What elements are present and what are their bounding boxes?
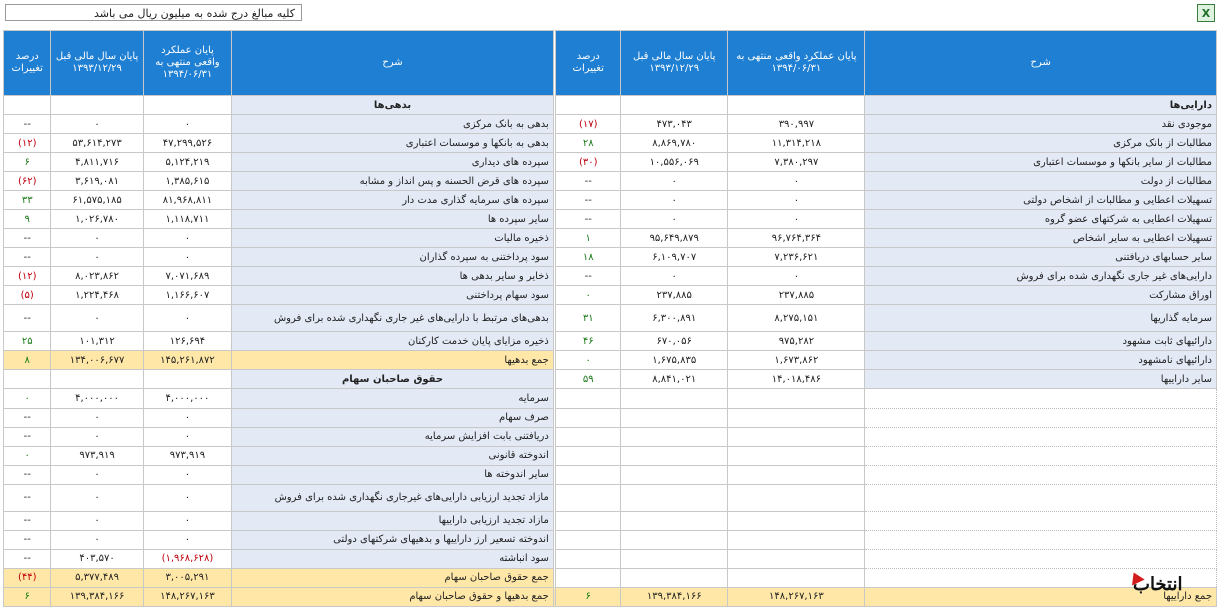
liab-desc-cell: حقوق صاحبان سهام <box>232 370 554 389</box>
liab-prev-cell: ۵,۳۷۷,۴۸۹ <box>51 568 143 587</box>
asset-pct-cell: -- <box>556 267 621 286</box>
asset-prev-cell <box>621 511 728 530</box>
liab-prev-cell: ۰ <box>51 465 143 484</box>
table-row <box>4 484 1217 511</box>
liab-desc-cell: سود پرداختنی به سپرده گذاران <box>232 248 554 267</box>
asset-desc-cell <box>865 530 1217 549</box>
liab-pct-cell: -- <box>4 511 51 530</box>
table-row <box>4 286 1217 305</box>
liab-prev-cell <box>51 96 143 115</box>
asset-actual-cell <box>728 389 865 408</box>
asset-desc-cell: دارائیهای ثابت مشهود <box>865 332 1217 351</box>
asset-prev-cell <box>621 96 728 115</box>
column-separator <box>553 568 555 587</box>
liab-actual-cell: (۱,۹۶۸,۶۲۸) <box>143 549 232 568</box>
asset-prev-cell: ۸,۸۴۱,۰۲۱ <box>621 370 728 389</box>
asset-pct-cell: ۱ <box>556 229 621 248</box>
liab-actual-cell: ۴۷,۲۹۹,۵۲۶ <box>143 134 232 153</box>
liab-pct-cell: -- <box>4 530 51 549</box>
liab-prev-cell: ۴۰۳,۵۷۰ <box>51 549 143 568</box>
column-separator <box>553 96 555 115</box>
table-row <box>4 511 1217 530</box>
asset-prev-cell <box>621 465 728 484</box>
column-separator <box>553 587 555 606</box>
table-row <box>4 549 1217 568</box>
asset-prev-cell: ۹۵,۶۴۹,۸۷۹ <box>621 229 728 248</box>
column-separator <box>553 267 555 286</box>
liab-actual-cell: ۰ <box>143 305 232 332</box>
liab-pct-cell: ۲۵ <box>4 332 51 351</box>
asset-prev-cell: ۶,۱۰۹,۷۰۷ <box>621 248 728 267</box>
asset-pct-cell <box>556 549 621 568</box>
liab-actual-cell: ۱۴۸,۲۶۷,۱۶۳ <box>143 587 232 606</box>
table-row <box>4 587 1217 606</box>
liab-actual-cell: ۰ <box>143 511 232 530</box>
column-separator <box>553 465 555 484</box>
liab-prev-cell: ۰ <box>51 511 143 530</box>
table-body <box>4 96 1217 607</box>
liab-pct-cell: -- <box>4 549 51 568</box>
asset-desc-cell <box>865 389 1217 408</box>
asset-pct-cell <box>556 389 621 408</box>
asset-desc-cell: تسهیلات اعطایی به شرکتهای عضو گروه <box>865 210 1217 229</box>
asset-prev-cell: ۱۰,۵۵۶,۰۶۹ <box>621 153 728 172</box>
liab-pct-cell: -- <box>4 408 51 427</box>
asset-actual-cell: ۸,۲۷۵,۱۵۱ <box>728 305 865 332</box>
asset-pct-cell: ۴۶ <box>556 332 621 351</box>
asset-prev-cell <box>621 549 728 568</box>
asset-actual-cell: ۳۹۰,۹۹۷ <box>728 115 865 134</box>
asset-actual-cell: ۰ <box>728 191 865 210</box>
currency-notice: کلیه مبالغ درج شده به میلیون ریال می باشد <box>5 4 302 21</box>
column-separator <box>553 210 555 229</box>
asset-prev-cell <box>621 427 728 446</box>
top-bar <box>0 0 1221 28</box>
liab-actual-cell <box>143 96 232 115</box>
liab-actual-cell: ۰ <box>143 115 232 134</box>
table-row <box>4 408 1217 427</box>
table-row <box>4 427 1217 446</box>
table-row <box>4 96 1217 115</box>
liab-prev-cell: ۱۳۹,۳۸۴,۱۶۶ <box>51 587 143 606</box>
assets-actual-header: پایان عملکرد واقعی منتهی به ۱۳۹۴/۰۶/۳۱ <box>728 31 865 96</box>
asset-actual-cell: ۱۴,۰۱۸,۴۸۶ <box>728 370 865 389</box>
liab-actual-cell: ۱۴۵,۲۶۱,۸۷۲ <box>143 351 232 370</box>
excel-export-icon[interactable]: X <box>1197 4 1215 22</box>
liab-prev-cell: ۰ <box>51 484 143 511</box>
asset-pct-cell: ۱۸ <box>556 248 621 267</box>
liab-pct-cell: -- <box>4 229 51 248</box>
asset-actual-cell: ۰ <box>728 267 865 286</box>
liab-actual-cell: ۸۱,۹۶۸,۸۱۱ <box>143 191 232 210</box>
asset-pct-cell: -- <box>556 172 621 191</box>
liab-pct-cell: ۸ <box>4 351 51 370</box>
liab-desc-cell: سپرده های سرمایه گذاری مدت دار <box>232 191 554 210</box>
column-separator <box>553 31 555 96</box>
asset-desc-cell: دارائیهای نامشهود <box>865 351 1217 370</box>
liab-desc-cell: صرف سهام <box>232 408 554 427</box>
liab-pct-cell: -- <box>4 305 51 332</box>
liab-desc-cell: بدهی‌ها <box>232 96 554 115</box>
asset-actual-cell <box>728 408 865 427</box>
table-row <box>4 465 1217 484</box>
liab-actual-cell: ۰ <box>143 229 232 248</box>
liab-prev-cell: ۰ <box>51 427 143 446</box>
column-separator <box>553 229 555 248</box>
liab-actual-cell: ۳,۰۰۵,۲۹۱ <box>143 568 232 587</box>
liab-pct-cell: ۰ <box>4 389 51 408</box>
asset-actual-cell: ۹۶,۷۶۴,۳۶۴ <box>728 229 865 248</box>
asset-actual-cell <box>728 549 865 568</box>
asset-desc-cell: سایر حسابهای دریافتنی <box>865 248 1217 267</box>
liab-desc-cell: بدهی‌های مرتبط با دارایی‌های غیر جاری نگهداری شده برای فروش <box>232 305 554 332</box>
table-row <box>4 305 1217 332</box>
assets-prev-header: پایان سال مالی قبل ۱۳۹۳/۱۲/۲۹ <box>621 31 728 96</box>
liab-pct-cell: (۵) <box>4 286 51 305</box>
column-separator <box>553 286 555 305</box>
liab-prev-cell: ۱۳۴,۰۰۶,۶۷۷ <box>51 351 143 370</box>
liab-actual-cell <box>143 370 232 389</box>
asset-pct-cell <box>556 465 621 484</box>
liab-pct-cell: ۰ <box>4 446 51 465</box>
column-separator <box>553 248 555 267</box>
asset-pct-cell: -- <box>556 191 621 210</box>
liab-actual-cell: ۱,۱۶۶,۶۰۷ <box>143 286 232 305</box>
asset-pct-cell <box>556 484 621 511</box>
liab-desc-cell: جمع بدهیها <box>232 351 554 370</box>
logo-text: انتخاب <box>1133 574 1183 595</box>
liab-pct-cell: (۱۲) <box>4 134 51 153</box>
assets-pct-header: درصد تغییرات <box>556 31 621 96</box>
liab-actual-cell: ۱,۳۸۵,۶۱۵ <box>143 172 232 191</box>
asset-pct-cell: ۰ <box>556 351 621 370</box>
column-separator <box>553 153 555 172</box>
liab-pct-cell: -- <box>4 465 51 484</box>
asset-desc-cell <box>865 408 1217 427</box>
asset-pct-cell: ۵۹ <box>556 370 621 389</box>
asset-desc-cell: مطالبات از دولت <box>865 172 1217 191</box>
column-separator <box>553 305 555 332</box>
asset-actual-cell: ۷,۲۳۶,۶۲۱ <box>728 248 865 267</box>
liab-prev-cell: ۰ <box>51 530 143 549</box>
entekhab-logo <box>1133 572 1183 598</box>
column-separator <box>553 332 555 351</box>
liab-desc-cell: بدهی به بانکها و موسسات اعتباری <box>232 134 554 153</box>
asset-desc-cell: اوراق مشارکت <box>865 286 1217 305</box>
asset-prev-cell: ۶۷۰,۰۵۶ <box>621 332 728 351</box>
asset-prev-cell <box>621 446 728 465</box>
liab-pct-cell: -- <box>4 248 51 267</box>
liab-pct-cell: ۶ <box>4 587 51 606</box>
liab-actual-cell: ۰ <box>143 248 232 267</box>
liab-prev-cell: ۱,۲۲۴,۴۶۸ <box>51 286 143 305</box>
liab-prev-cell: ۰ <box>51 248 143 267</box>
asset-actual-cell <box>728 446 865 465</box>
liab-pct-cell: ۶ <box>4 153 51 172</box>
liab-prev-cell: ۰ <box>51 115 143 134</box>
liab-pct-header: درصد تغییرات <box>4 31 51 96</box>
asset-actual-cell <box>728 511 865 530</box>
header-row <box>4 31 1217 96</box>
asset-pct-cell <box>556 427 621 446</box>
table-row <box>4 446 1217 465</box>
column-separator <box>553 370 555 389</box>
table-row <box>4 370 1217 389</box>
asset-desc-cell: مطالبات از سایر بانکها و موسسات اعتباری <box>865 153 1217 172</box>
liab-prev-cell: ۴,۰۰۰,۰۰۰ <box>51 389 143 408</box>
liab-desc-cell: دریافتنی بابت افزایش سرمایه <box>232 427 554 446</box>
asset-actual-cell: ۱۴۸,۲۶۷,۱۶۳ <box>728 587 865 606</box>
asset-actual-cell <box>728 96 865 115</box>
liab-desc-cell: ذخیره مالیات <box>232 229 554 248</box>
liab-pct-cell: ۹ <box>4 210 51 229</box>
asset-pct-cell: ۰ <box>556 286 621 305</box>
asset-desc-cell: سایر داراییها <box>865 370 1217 389</box>
liab-pct-cell: ۳۳ <box>4 191 51 210</box>
asset-actual-cell <box>728 484 865 511</box>
asset-prev-cell <box>621 568 728 587</box>
liab-actual-cell: ۰ <box>143 465 232 484</box>
asset-pct-cell <box>556 530 621 549</box>
liab-pct-cell: (۱۲) <box>4 267 51 286</box>
asset-actual-cell <box>728 530 865 549</box>
asset-actual-cell: ۲۳۷,۸۸۵ <box>728 286 865 305</box>
table-row <box>4 248 1217 267</box>
table-row <box>4 267 1217 286</box>
liab-actual-cell: ۱,۱۱۸,۷۱۱ <box>143 210 232 229</box>
asset-desc-cell <box>865 427 1217 446</box>
liab-pct-cell: -- <box>4 427 51 446</box>
liab-desc-cell: بدهی به بانک مرکزی <box>232 115 554 134</box>
asset-prev-cell: ۱۳۹,۳۸۴,۱۶۶ <box>621 587 728 606</box>
asset-desc-cell: موجودی نقد <box>865 115 1217 134</box>
liab-desc-cell: مازاد تجدید ارزیابی دارایی‌های غیرجاری نگهداری شده برای فروش <box>232 484 554 511</box>
liab-pct-cell: -- <box>4 115 51 134</box>
asset-prev-cell: ۱,۶۷۵,۸۳۵ <box>621 351 728 370</box>
asset-desc-cell <box>865 484 1217 511</box>
asset-prev-cell: ۰ <box>621 191 728 210</box>
table-row <box>4 389 1217 408</box>
liab-desc-cell: سایر سپرده ها <box>232 210 554 229</box>
liab-prev-header: پایان سال مالی قبل ۱۳۹۳/۱۲/۲۹ <box>51 31 143 96</box>
asset-actual-cell: ۱,۶۷۳,۸۶۲ <box>728 351 865 370</box>
asset-actual-cell <box>728 568 865 587</box>
table-row <box>4 172 1217 191</box>
liab-prev-cell: ۰ <box>51 408 143 427</box>
asset-desc-cell <box>865 465 1217 484</box>
asset-actual-cell: ۱۱,۳۱۴,۲۱۸ <box>728 134 865 153</box>
table-row <box>4 153 1217 172</box>
asset-actual-cell: ۰ <box>728 172 865 191</box>
liab-pct-cell <box>4 370 51 389</box>
asset-actual-cell <box>728 465 865 484</box>
liab-pct-cell <box>4 96 51 115</box>
liab-desc-cell: سود سهام پرداختنی <box>232 286 554 305</box>
assets-desc-header: شرح <box>865 31 1217 96</box>
liab-desc-cell: سود انباشته <box>232 549 554 568</box>
table-row <box>4 332 1217 351</box>
liab-prev-cell: ۱۰۱,۳۱۲ <box>51 332 143 351</box>
asset-prev-cell <box>621 484 728 511</box>
table-row <box>4 530 1217 549</box>
liab-desc-cell: اندوخته قانونی <box>232 446 554 465</box>
liab-actual-cell: ۰ <box>143 427 232 446</box>
asset-pct-cell: (۳۰) <box>556 153 621 172</box>
asset-prev-cell: ۸,۸۶۹,۷۸۰ <box>621 134 728 153</box>
asset-prev-cell: ۶,۳۰۰,۸۹۱ <box>621 305 728 332</box>
liab-prev-cell: ۴,۸۱۱,۷۱۶ <box>51 153 143 172</box>
liab-prev-cell: ۵۳,۶۱۴,۲۷۳ <box>51 134 143 153</box>
table-row <box>4 229 1217 248</box>
asset-actual-cell <box>728 427 865 446</box>
liab-desc-cell: سایر اندوخته ها <box>232 465 554 484</box>
asset-desc-cell: مطالبات از بانک مرکزی <box>865 134 1217 153</box>
column-separator <box>553 446 555 465</box>
column-separator <box>553 530 555 549</box>
asset-prev-cell: ۴۷۳,۰۴۳ <box>621 115 728 134</box>
asset-desc-cell: دارایی‌ها <box>865 96 1217 115</box>
column-separator <box>553 511 555 530</box>
liab-actual-cell: ۹۷۳,۹۱۹ <box>143 446 232 465</box>
table-row <box>4 115 1217 134</box>
column-separator <box>553 408 555 427</box>
liab-actual-cell: ۱۲۶,۶۹۴ <box>143 332 232 351</box>
liab-actual-cell: ۰ <box>143 408 232 427</box>
balance-sheet-table <box>3 30 1217 607</box>
asset-prev-cell: ۰ <box>621 210 728 229</box>
asset-actual-cell: ۰ <box>728 210 865 229</box>
asset-pct-cell: -- <box>556 210 621 229</box>
asset-pct-cell <box>556 568 621 587</box>
liab-desc-cell: ذخایر و سایر بدهی ها <box>232 267 554 286</box>
liab-actual-header: پایان عملکرد واقعی منتهی به ۱۳۹۴/۰۶/۳۱ <box>143 31 232 96</box>
liab-desc-cell: مازاد تجدید ارزیابی داراییها <box>232 511 554 530</box>
liab-prev-cell: ۶۱,۵۷۵,۱۸۵ <box>51 191 143 210</box>
asset-pct-cell <box>556 511 621 530</box>
liab-actual-cell: ۰ <box>143 530 232 549</box>
asset-desc-cell <box>865 446 1217 465</box>
asset-prev-cell <box>621 389 728 408</box>
column-separator <box>553 389 555 408</box>
column-separator <box>553 484 555 511</box>
asset-desc-cell: تسهیلات اعطایی به سایر اشخاص <box>865 229 1217 248</box>
liab-pct-cell: (۴۴) <box>4 568 51 587</box>
liab-prev-cell: ۳,۶۱۹,۰۸۱ <box>51 172 143 191</box>
table-row <box>4 134 1217 153</box>
asset-prev-cell: ۰ <box>621 267 728 286</box>
asset-actual-cell: ۷,۳۸۰,۲۹۷ <box>728 153 865 172</box>
liab-pct-cell: -- <box>4 484 51 511</box>
column-separator <box>553 427 555 446</box>
column-separator <box>553 115 555 134</box>
liab-desc-cell: سرمایه <box>232 389 554 408</box>
liab-prev-cell <box>51 370 143 389</box>
liab-desc-cell: جمع حقوق صاحبان سهام <box>232 568 554 587</box>
asset-pct-cell: ۳۱ <box>556 305 621 332</box>
table-row <box>4 568 1217 587</box>
asset-prev-cell <box>621 530 728 549</box>
liab-desc-cell: اندوخته تسعیر ارز داراییها و بدهیهای شرکتهای دولتی <box>232 530 554 549</box>
asset-pct-cell: ۲۸ <box>556 134 621 153</box>
liab-pct-cell: (۶۲) <box>4 172 51 191</box>
liab-prev-cell: ۰ <box>51 229 143 248</box>
asset-desc-cell: دارایی‌های غیر جاری نگهداری شده برای فروش <box>865 267 1217 286</box>
liab-actual-cell: ۰ <box>143 484 232 511</box>
asset-prev-cell: ۲۳۷,۸۸۵ <box>621 286 728 305</box>
asset-pct-cell: (۱۷) <box>556 115 621 134</box>
column-separator <box>553 191 555 210</box>
column-separator <box>553 172 555 191</box>
asset-pct-cell <box>556 446 621 465</box>
liab-desc-cell: ذخیره مزایای پایان خدمت کارکنان <box>232 332 554 351</box>
liab-desc-cell: سپرده های دیداری <box>232 153 554 172</box>
liab-actual-cell: ۴,۰۰۰,۰۰۰ <box>143 389 232 408</box>
column-separator <box>553 134 555 153</box>
table-row <box>4 351 1217 370</box>
asset-desc-cell: تسهیلات اعطایی و مطالبات از اشخاص دولتی <box>865 191 1217 210</box>
liab-actual-cell: ۵,۱۲۴,۲۱۹ <box>143 153 232 172</box>
asset-actual-cell: ۹۷۵,۲۸۲ <box>728 332 865 351</box>
table-row <box>4 210 1217 229</box>
liab-desc-cell: سپرده های قرض الحسنه و پس انداز و مشابه <box>232 172 554 191</box>
asset-pct-cell: ۶ <box>556 587 621 606</box>
liab-desc-cell: جمع بدهیها و حقوق صاحبان سهام <box>232 587 554 606</box>
asset-pct-cell <box>556 96 621 115</box>
asset-desc-cell <box>865 549 1217 568</box>
table-row <box>4 191 1217 210</box>
liab-prev-cell: ۹۷۳,۹۱۹ <box>51 446 143 465</box>
liab-prev-cell: ۱,۰۲۶,۷۸۰ <box>51 210 143 229</box>
asset-desc-cell <box>865 511 1217 530</box>
liab-prev-cell: ۰ <box>51 305 143 332</box>
liab-desc-header: شرح <box>232 31 554 96</box>
asset-prev-cell: ۰ <box>621 172 728 191</box>
asset-prev-cell <box>621 408 728 427</box>
asset-pct-cell <box>556 408 621 427</box>
asset-desc-cell: جمع داراییها <box>865 587 1217 606</box>
column-separator <box>553 549 555 568</box>
column-separator <box>553 351 555 370</box>
liab-actual-cell: ۷,۰۷۱,۶۸۹ <box>143 267 232 286</box>
asset-desc-cell: سرمایه گذاریها <box>865 305 1217 332</box>
liab-prev-cell: ۸,۰۲۳,۸۶۲ <box>51 267 143 286</box>
